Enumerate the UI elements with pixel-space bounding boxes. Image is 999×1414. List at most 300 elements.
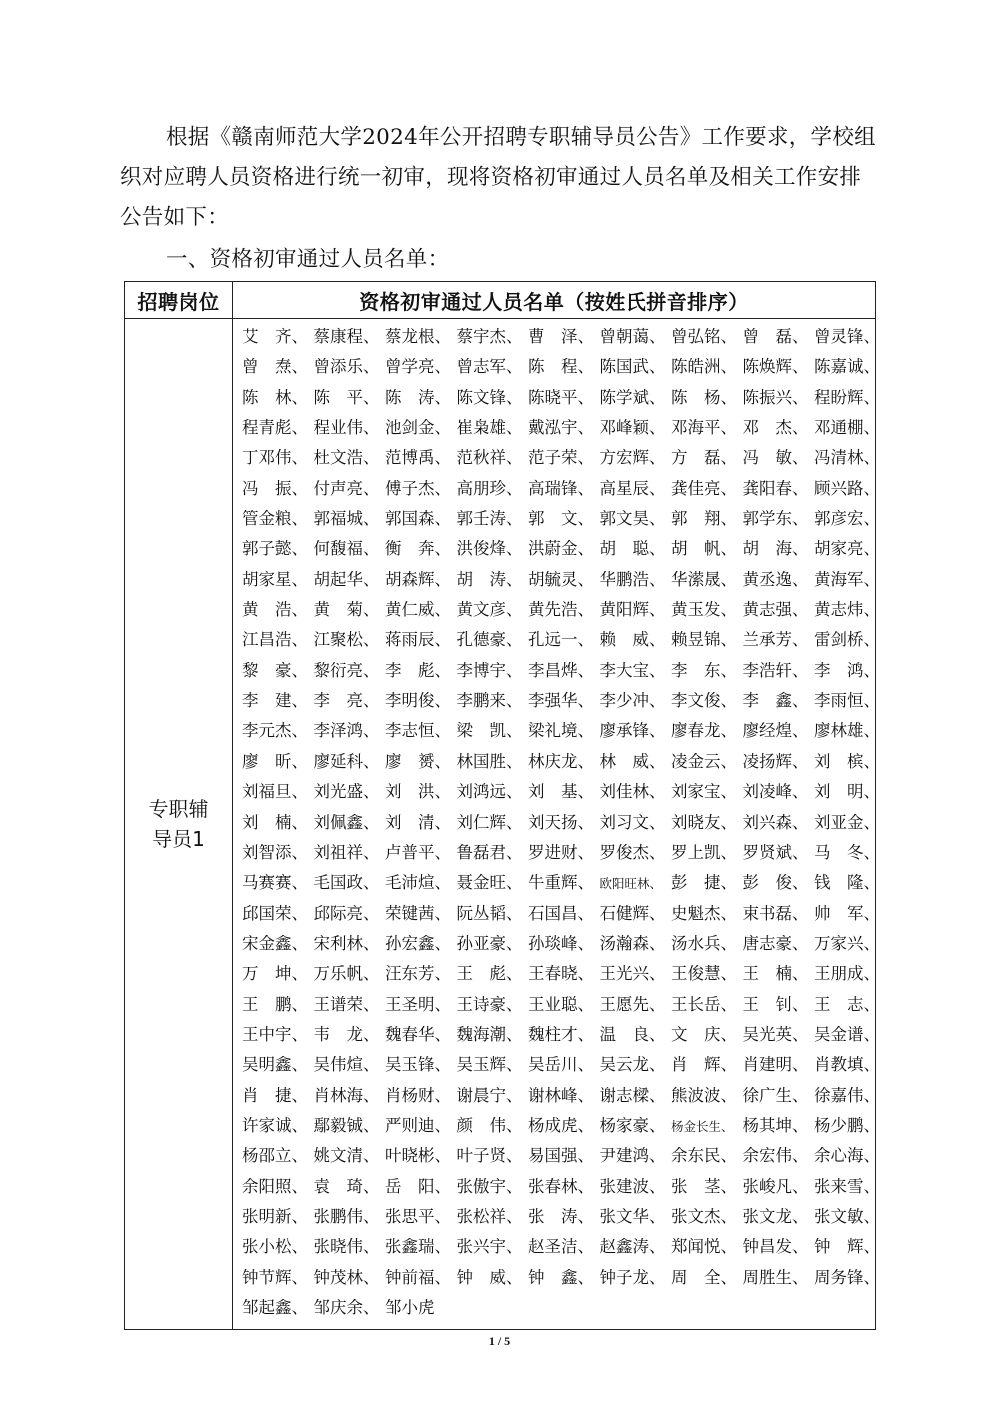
- applicant-name: 石健辉、: [599, 903, 666, 923]
- applicant-name: 陈 杨、: [671, 387, 737, 407]
- table-header-row: [125, 282, 876, 319]
- applicant-name: 魏柱才、: [528, 1024, 594, 1044]
- applicant-name: 胡毓灵、: [528, 569, 594, 589]
- applicant-name: 胡家亮、: [814, 539, 880, 559]
- name-row: [242, 625, 880, 655]
- applicant-name: 王朋成、: [814, 964, 880, 984]
- applicant-name: 钟 鑫、: [528, 1267, 594, 1287]
- applicant-name: 刘 清、: [385, 812, 451, 832]
- applicant-name: 王中宇、: [242, 1024, 308, 1044]
- applicant-name: 赖昱锦、: [671, 630, 737, 650]
- applicant-name: 陈焕辉、: [742, 357, 809, 377]
- applicant-name: 余东民、: [671, 1146, 737, 1166]
- applicant-name: 张明新、: [242, 1206, 308, 1226]
- applicant-name: 张 涛、: [528, 1206, 594, 1226]
- applicant-name: 黄 浩、: [242, 600, 308, 620]
- applicant-name: 冯 敏、: [742, 448, 809, 468]
- applicant-name: 邱国荣、: [242, 903, 308, 923]
- applicant-name: 雷剑桥、: [814, 630, 880, 650]
- applicant-name: 陈振兴、: [742, 387, 809, 407]
- applicant-name: 曾学亮、: [385, 357, 451, 377]
- applicant-name: 张 茎、: [671, 1176, 737, 1196]
- applicant-name: 华鹏浩、: [599, 569, 666, 589]
- applicant-name: 艾 齐、: [242, 327, 308, 346]
- applicant-name: 王愿先、: [599, 994, 666, 1014]
- applicant-name: 丁邓伟、: [242, 448, 308, 468]
- applicant-name: 江聚松、: [313, 630, 380, 650]
- applicant-name: 赵圣洁、: [528, 1237, 594, 1257]
- applicant-name: 范博禹、: [385, 448, 451, 468]
- applicant-name: 余心海、: [814, 1146, 880, 1166]
- applicant-name: 胡家星、: [242, 569, 308, 589]
- applicant-name: 刘 洪、: [385, 782, 451, 802]
- applicant-name: 孙宏鑫、: [385, 933, 451, 953]
- applicant-name: 宋金鑫、: [242, 933, 308, 953]
- name-row: [242, 322, 880, 352]
- applicant-name: 杨邵立、: [242, 1146, 308, 1166]
- applicant-name: 谢志樑、: [599, 1085, 666, 1105]
- applicant-name: 吴岳川、: [528, 1055, 594, 1075]
- applicant-name: 万 坤、: [242, 964, 308, 984]
- applicant-name: 张文华、: [599, 1206, 666, 1226]
- applicant-name: 曾志军、: [456, 357, 523, 377]
- applicant-name: 戴泓宇、: [528, 418, 594, 438]
- applicant-name: 刘天扬、: [528, 812, 594, 832]
- applicant-name: 方宏辉、: [599, 448, 666, 468]
- applicant-name: 王 钊、: [742, 994, 809, 1014]
- applicant-name: 罗进财、: [528, 842, 594, 862]
- names-cell: [233, 319, 880, 1330]
- applicant-name: 赵鑫涛、: [599, 1237, 666, 1257]
- applicant-name: 王 楠、: [742, 964, 809, 984]
- applicant-name: 刘 槟、: [814, 751, 880, 771]
- name-row: [242, 352, 880, 382]
- applicant-name: 石国昌、: [528, 903, 594, 923]
- applicant-name: 杨成虎、: [528, 1115, 594, 1135]
- applicant-name: 高瑞锋、: [528, 478, 594, 498]
- applicant-name: 唐志豪、: [742, 933, 809, 953]
- applicant-name: 凌金云、: [671, 751, 737, 771]
- applicant-name: 张建波、: [599, 1176, 666, 1196]
- applicant-name: 孔远一、: [528, 630, 594, 650]
- applicant-name: 李元杰、: [242, 721, 308, 741]
- applicant-name: 黄先浩、: [528, 600, 594, 620]
- applicant-name: 吴玉辉、: [456, 1055, 523, 1075]
- applicant-name: 黄志强、: [742, 600, 809, 620]
- applicant-name: 陈 涛、: [385, 387, 451, 407]
- position-label: 专职辅导员1: [148, 797, 209, 852]
- applicant-name: 顾兴路、: [814, 478, 880, 498]
- applicant-name: 邹小虎: [385, 1298, 435, 1317]
- applicant-name: 廖 赟、: [385, 751, 451, 771]
- applicant-name: 李 亮、: [313, 691, 380, 711]
- applicant-name: 陈 平、: [313, 387, 380, 407]
- applicant-name: 何馥福、: [313, 539, 380, 559]
- applicant-name: 李昌烨、: [528, 660, 594, 680]
- applicant-name: 钟 辉、: [814, 1237, 880, 1257]
- applicant-name: 李志恒、: [385, 721, 451, 741]
- applicant-name: 束书磊、: [742, 903, 809, 923]
- applicant-name: 肖教填、: [814, 1055, 880, 1075]
- applicant-name: 钟前福、: [385, 1267, 451, 1287]
- applicant-name: 余宏伟、: [742, 1146, 809, 1166]
- applicant-name: 王诗豪、: [456, 994, 523, 1014]
- applicant-name: 欧阳旺林、: [599, 876, 663, 892]
- applicant-name: 杨金长生、: [671, 1118, 734, 1134]
- applicant-name: 卢普平、: [385, 842, 451, 862]
- applicant-name: 蒋雨辰、: [385, 630, 451, 650]
- applicant-name: 李少冲、: [599, 691, 666, 711]
- applicant-name: 廖延科、: [313, 751, 380, 771]
- applicant-name: 李 鸿、: [814, 660, 880, 680]
- applicant-name: 廖春龙、: [671, 721, 737, 741]
- applicant-name: 王圣明、: [385, 994, 451, 1014]
- applicant-name: 林国胜、: [456, 751, 523, 771]
- applicant-name: 李大宝、: [599, 660, 666, 680]
- applicant-name: 张小松、: [242, 1237, 308, 1257]
- applicant-name: 蔡龙根、: [385, 327, 451, 346]
- applicant-name: 周胜生、: [742, 1267, 809, 1287]
- applicant-name: 袁 琦、: [313, 1176, 380, 1196]
- applicant-name: 刘亚金、: [814, 812, 880, 832]
- applicant-name: 肖 捷、: [242, 1085, 308, 1105]
- name-row: [242, 1232, 880, 1262]
- applicant-name: 刘 明、: [814, 782, 880, 802]
- applicant-name: 崔枭雄、: [456, 418, 523, 438]
- applicant-name: 杨家豪、: [599, 1115, 666, 1135]
- applicant-name: 张峻凡、: [742, 1176, 809, 1196]
- name-row: [242, 808, 880, 838]
- applicant-name: 刘佩鑫、: [313, 812, 380, 832]
- applicant-name: 郭子懿、: [242, 539, 308, 559]
- applicant-name: 黄阳辉、: [599, 600, 666, 620]
- applicant-name: 王谱荣、: [313, 994, 380, 1014]
- applicant-name: 林庆龙、: [528, 751, 594, 771]
- applicant-name: 程业伟、: [313, 418, 380, 438]
- applicant-name: 陈文锋、: [456, 387, 523, 407]
- applicant-name: 王长岳、: [671, 994, 737, 1014]
- applicant-name: 邱际亮、: [313, 903, 380, 923]
- applicant-name: 李鹏来、: [456, 691, 523, 711]
- applicant-name: 龚佳亮、: [671, 478, 737, 498]
- applicant-name: 张来雪、: [814, 1176, 880, 1196]
- applicant-name: 吴伟煊、: [313, 1055, 380, 1075]
- applicant-name: 杜文浩、: [313, 448, 380, 468]
- applicant-name: 李明俊、: [385, 691, 451, 711]
- applicant-name: 肖建明、: [742, 1055, 809, 1075]
- applicant-name: 杨少鹏、: [814, 1115, 880, 1135]
- applicant-name: 付声亮、: [313, 478, 380, 498]
- applicant-name: 李雨恒、: [814, 691, 880, 711]
- intro-paragraph: 根据《赣南师范大学2024年公开招聘专职辅导员公告》工作要求，学校组织对应聘人员资格进行统一初审，现将资格初审通过人员名单及相关工作安排公告如下：: [120, 125, 876, 230]
- applicant-name: 刘仁辉、: [456, 812, 523, 832]
- applicant-name: 周 全、: [671, 1267, 737, 1287]
- applicant-name: 陈 程、: [528, 357, 594, 377]
- applicant-name: 周务锋、: [814, 1267, 880, 1287]
- applicant-name: 彭 捷、: [671, 873, 737, 893]
- applicant-name: 徐广生、: [742, 1085, 809, 1105]
- applicant-name: 黄文彦、: [456, 600, 523, 620]
- applicant-name: 岳 阳、: [385, 1176, 451, 1196]
- applicant-name: 刘凌峰、: [742, 782, 809, 802]
- applicant-name: 刘光盛、: [313, 782, 380, 802]
- applicant-name: 胡 涛、: [456, 569, 523, 589]
- applicant-name: 吴云龙、: [599, 1055, 666, 1075]
- applicant-name: 张傲宇、: [456, 1176, 523, 1196]
- applicant-name: 李 鑫、: [742, 691, 809, 711]
- applicant-name: 刘佳林、: [599, 782, 666, 802]
- applicant-name: 邹起鑫、: [242, 1298, 308, 1317]
- applicant-name: 尹建鸿、: [599, 1146, 666, 1166]
- applicant-name: 罗贤斌、: [742, 842, 809, 862]
- applicant-name: 陈晓平、: [528, 387, 594, 407]
- applicant-name: 钟 威、: [456, 1267, 523, 1287]
- applicant-name: 刘鸿远、: [456, 782, 523, 802]
- applicant-name: 张松祥、: [456, 1206, 523, 1226]
- name-row: [242, 565, 880, 595]
- header-position: 招聘岗位: [125, 282, 233, 319]
- applicant-name: 郭国森、: [385, 509, 451, 529]
- applicant-name: 郭福城、: [313, 509, 380, 529]
- applicant-name: 肖林海、: [313, 1085, 380, 1105]
- name-row: [242, 1172, 880, 1202]
- applicant-name: 孙亚豪、: [456, 933, 523, 953]
- applicant-name: 刘 基、: [528, 782, 594, 802]
- name-row: [242, 383, 880, 413]
- applicant-name: 蔡康程、: [313, 327, 380, 346]
- name-row: [242, 1111, 880, 1141]
- applicant-name: 王 志、: [814, 994, 880, 1014]
- applicant-name: 黄仁威、: [385, 600, 451, 620]
- applicant-name: 廖 昕、: [242, 751, 308, 771]
- applicant-name: 凌扬辉、: [742, 751, 809, 771]
- applicant-name: 赖 威、: [599, 630, 666, 650]
- name-row: [242, 1141, 880, 1171]
- applicant-name: 程盼辉、: [814, 387, 880, 407]
- position-cell: [125, 319, 233, 1330]
- applicant-name: 颜 伟、: [456, 1115, 523, 1135]
- applicant-name: 魏海潮、: [456, 1024, 523, 1044]
- name-row: [242, 959, 880, 989]
- applicant-name: 兰承芳、: [742, 630, 809, 650]
- applicant-name: 陈皓洲、: [671, 357, 737, 377]
- applicant-name: 肖 辉、: [671, 1055, 737, 1075]
- name-row: [242, 504, 880, 534]
- applicant-name: 林 威、: [599, 751, 666, 771]
- name-row: [242, 1050, 880, 1080]
- applicant-name: 肖杨财、: [385, 1085, 451, 1105]
- applicant-name: 万家兴、: [814, 933, 880, 953]
- applicant-name: 衡 奔、: [385, 539, 451, 559]
- applicant-name: 陈国武、: [599, 357, 666, 377]
- applicant-name: 冯 振、: [242, 478, 308, 498]
- applicant-name: 彭 俊、: [742, 873, 809, 893]
- name-row: [242, 716, 880, 746]
- applicant-name: 郭 翔、: [671, 509, 737, 529]
- applicant-name: 李文俊、: [671, 691, 737, 711]
- name-row: [242, 413, 880, 443]
- applicant-name: 荣键茜、: [385, 903, 451, 923]
- name-row: [242, 1263, 880, 1293]
- applicant-name: 鄢毅铖、: [313, 1115, 380, 1135]
- applicant-name: 曾 磊、: [742, 327, 809, 346]
- applicant-name: 李 彪、: [385, 660, 451, 680]
- applicant-name: 王业聪、: [528, 994, 594, 1014]
- applicant-name: 马 冬、: [814, 842, 880, 862]
- applicant-name: 吴玉锋、: [385, 1055, 451, 1075]
- name-row: [242, 899, 880, 929]
- applicant-name: 王 鹏、: [242, 994, 308, 1014]
- applicant-name: 鲁磊君、: [456, 842, 523, 862]
- applicant-name: 刘 楠、: [242, 812, 308, 832]
- applicant-name: 廖承锋、: [599, 721, 666, 741]
- applicant-name: 刘智添、: [242, 842, 308, 862]
- applicant-name: 洪蔚金、: [528, 539, 594, 559]
- applicant-name: 温 良、: [599, 1024, 666, 1044]
- applicant-name: 孙琰峰、: [528, 933, 594, 953]
- applicant-name: 张兴宇、: [456, 1237, 523, 1257]
- applicant-name: 马赛赛、: [242, 873, 308, 893]
- applicant-name: 黎衍亮、: [313, 660, 380, 680]
- applicant-name: 黄 菊、: [313, 600, 380, 620]
- name-row: [242, 1081, 880, 1111]
- applicant-name: 蔡宇杰、: [456, 327, 523, 346]
- applicant-name: 史魁杰、: [671, 903, 737, 923]
- applicant-name: 冯清林、: [814, 448, 880, 468]
- applicant-name: 姚文清、: [313, 1146, 380, 1166]
- applicant-name: 张文杰、: [671, 1206, 737, 1226]
- applicant-name: 牛重辉、: [528, 873, 594, 893]
- applicant-name: 梁 凯、: [456, 721, 523, 741]
- applicant-name: 胡 帆、: [671, 539, 737, 559]
- applicant-name: 孔德豪、: [456, 630, 523, 650]
- applicant-name: 宋利林、: [313, 933, 380, 953]
- applicant-name: 邹庆余、: [313, 1298, 380, 1317]
- name-row: [242, 1202, 880, 1232]
- applicant-name: 韦 龙、: [313, 1024, 380, 1044]
- applicant-name: 高朋珍、: [456, 478, 523, 498]
- table-row: [125, 319, 876, 1330]
- applicant-name: 廖经煌、: [742, 721, 809, 741]
- applicant-name: 文 庆、: [671, 1024, 737, 1044]
- applicant-name: 池剑金、: [385, 418, 451, 438]
- applicant-name: 李泽鸿、: [313, 721, 380, 741]
- applicant-name: 黄志炜、: [814, 600, 880, 620]
- applicant-name: 黄海军、: [814, 569, 880, 589]
- applicant-name: 叶子贤、: [456, 1146, 523, 1166]
- applicant-name: 聂金旺、: [456, 873, 523, 893]
- applicant-name: 刘晓友、: [671, 812, 737, 832]
- applicant-name: 郭彦宏、: [814, 509, 880, 529]
- applicant-name: 张鑫瑞、: [385, 1237, 451, 1257]
- applicants-table: [124, 281, 880, 1330]
- applicant-name: 易国强、: [528, 1146, 594, 1166]
- applicant-name: 王 彪、: [456, 964, 523, 984]
- applicant-name: 傅子杰、: [385, 478, 451, 498]
- applicant-name: 胡 海、: [742, 539, 809, 559]
- applicant-name: 刘兴森、: [742, 812, 809, 832]
- applicant-name: 郭文昊、: [599, 509, 666, 529]
- name-row: [242, 838, 880, 868]
- applicant-name: 胡 聪、: [599, 539, 666, 559]
- page-number: 1 / 5: [488, 1334, 511, 1348]
- name-row: [242, 929, 880, 959]
- applicant-name: 吴明鑫、: [242, 1055, 308, 1075]
- applicant-name: 刘祖祥、: [313, 842, 380, 862]
- applicant-name: 程青彪、: [242, 418, 308, 438]
- name-row: [242, 595, 880, 625]
- applicant-name: 李强华、: [528, 691, 594, 711]
- applicant-name: 刘家宝、: [671, 782, 737, 802]
- applicant-name: 梁礼境、: [528, 721, 594, 741]
- names-list: [242, 322, 880, 1323]
- applicant-name: 陈 林、: [242, 387, 308, 407]
- applicant-name: 王光兴、: [599, 964, 666, 984]
- applicant-name: 余阳照、: [242, 1176, 308, 1196]
- applicant-name: 邓海平、: [671, 418, 737, 438]
- applicant-name: 廖林雄、: [814, 721, 880, 741]
- applicant-name: 钱 隆、: [814, 873, 880, 893]
- applicant-name: 刘福旦、: [242, 782, 308, 802]
- applicant-name: 李博宇、: [456, 660, 523, 680]
- applicant-name: 阮丛韬、: [456, 903, 523, 923]
- applicant-name: 钟子龙、: [599, 1267, 666, 1287]
- applicant-name: 胡起华、: [313, 569, 380, 589]
- applicant-name: 杨其坤、: [742, 1115, 809, 1135]
- applicant-name: 黄玉发、: [671, 600, 737, 620]
- name-row: [242, 1020, 880, 1050]
- applicant-name: 江昌浩、: [242, 630, 308, 650]
- applicant-name: 邓峰颖、: [599, 418, 666, 438]
- applicant-name: 曾 焘、: [242, 357, 308, 377]
- applicant-name: 郭壬涛、: [456, 509, 523, 529]
- applicant-name: 谢晨宁、: [456, 1085, 523, 1105]
- applicant-name: 曾灵锋、: [814, 327, 880, 346]
- applicant-name: 范子荣、: [528, 448, 594, 468]
- applicant-name: 王春晓、: [528, 964, 594, 984]
- applicant-name: 罗俊杰、: [599, 842, 666, 862]
- applicant-name: 管金粮、: [242, 509, 308, 529]
- applicant-name: 魏春华、: [385, 1024, 451, 1044]
- applicant-name: 陈嘉诚、: [814, 357, 880, 377]
- name-row: [242, 990, 880, 1020]
- applicant-name: 毛沛煊、: [385, 873, 451, 893]
- applicant-name: 张文龙、: [742, 1206, 809, 1226]
- applicant-name: 邓通棚、: [814, 418, 880, 438]
- applicant-name: 曾添乐、: [313, 357, 380, 377]
- name-row: [242, 686, 880, 716]
- applicant-name: 曾弘铭、: [671, 327, 737, 346]
- applicant-name: 吴金谱、: [814, 1024, 880, 1044]
- applicant-name: 曾朝蔼、: [599, 327, 666, 346]
- applicant-name: 汤水兵、: [671, 933, 737, 953]
- name-row: [242, 777, 880, 807]
- name-row: [242, 443, 880, 473]
- applicant-name: 方 磊、: [671, 448, 737, 468]
- applicant-name: 华潆晟、: [671, 569, 737, 589]
- applicant-name: 刘习文、: [599, 812, 666, 832]
- applicant-name: 李浩轩、: [742, 660, 809, 680]
- applicant-name: 钟茂林、: [313, 1267, 380, 1287]
- applicant-name: 郭 文、: [528, 509, 594, 529]
- applicant-name: 张思平、: [385, 1206, 451, 1226]
- applicant-name: 黎 豪、: [242, 660, 308, 680]
- applicant-name: 熊波波、: [671, 1085, 737, 1105]
- applicant-name: 黄丞逸、: [742, 569, 809, 589]
- applicant-name: 李 建、: [242, 691, 308, 711]
- applicant-name: 吴光英、: [742, 1024, 809, 1044]
- applicant-name: 洪俊烽、: [456, 539, 523, 559]
